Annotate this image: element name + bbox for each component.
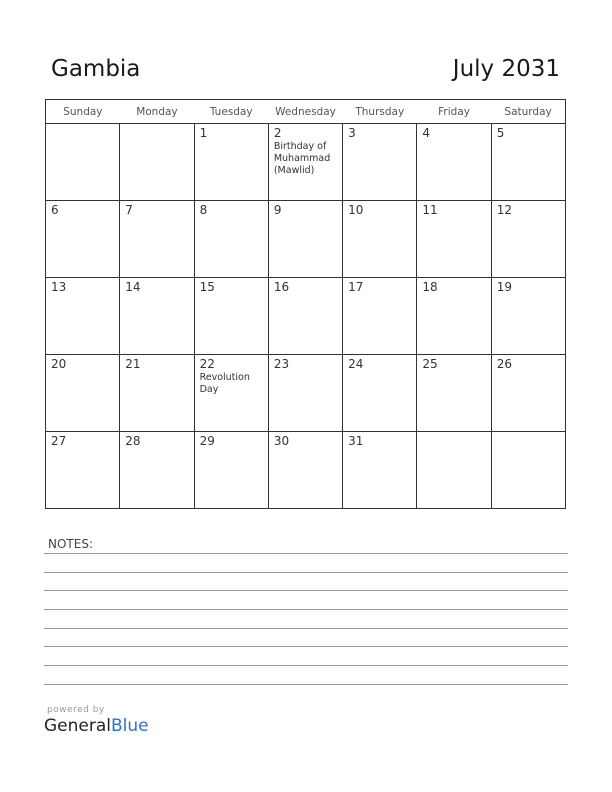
day-number: 22 bbox=[199, 357, 215, 371]
calendar-week-row bbox=[46, 278, 566, 355]
day-number: 25 bbox=[422, 357, 438, 371]
calendar-day-cell bbox=[343, 124, 417, 201]
day-number: 24 bbox=[348, 357, 364, 371]
calendar-day-cell bbox=[194, 432, 268, 509]
weekday-header-row bbox=[46, 100, 566, 124]
calendar-day-cell bbox=[343, 201, 417, 278]
notes-line bbox=[44, 553, 568, 554]
weekday-monday: Monday bbox=[120, 100, 194, 124]
calendar-day-cell bbox=[417, 432, 491, 509]
day-number: 3 bbox=[348, 126, 356, 140]
day-number: 12 bbox=[496, 203, 512, 217]
day-number: 6 bbox=[51, 203, 59, 217]
calendar-day-cell bbox=[417, 278, 491, 355]
calendar-week-row bbox=[46, 201, 566, 278]
calendar-day-cell bbox=[46, 278, 120, 355]
weekday-saturday: Saturday bbox=[491, 100, 565, 124]
day-number bbox=[120, 124, 193, 127]
day-number: 15 bbox=[199, 280, 215, 294]
day-number: 23 bbox=[273, 357, 290, 371]
calendar-day-cell bbox=[194, 355, 268, 432]
calendar-day-cell bbox=[343, 355, 417, 432]
holiday-label: Revolution Day bbox=[199, 372, 250, 395]
weekday-thursday: Thursday bbox=[343, 100, 417, 124]
calendar-day-cell bbox=[194, 278, 268, 355]
notes-line bbox=[44, 609, 568, 610]
calendar-day-cell bbox=[268, 278, 342, 355]
day-number: 18 bbox=[422, 280, 438, 294]
calendar-day-cell bbox=[120, 124, 194, 201]
brand-blue: Blue bbox=[111, 716, 149, 736]
calendar-day-cell bbox=[120, 432, 194, 509]
calendar-week-row bbox=[46, 432, 566, 509]
calendar-day-cell bbox=[46, 432, 120, 509]
calendar-day-cell bbox=[417, 124, 491, 201]
notes-line bbox=[44, 572, 568, 573]
calendar-day-cell bbox=[120, 201, 194, 278]
day-number: 27 bbox=[51, 434, 67, 448]
calendar-day-cell bbox=[343, 278, 417, 355]
day-number: 29 bbox=[199, 434, 215, 448]
calendar-day-cell bbox=[194, 124, 268, 201]
weekday-tuesday: Tuesday bbox=[194, 100, 268, 124]
day-number: 11 bbox=[422, 203, 438, 217]
calendar-week-row bbox=[46, 124, 566, 201]
calendar-day-cell bbox=[46, 201, 120, 278]
calendar-day-cell bbox=[268, 201, 342, 278]
brand-general: General bbox=[44, 716, 111, 736]
calendar-day-cell bbox=[268, 355, 342, 432]
day-number: 2 bbox=[273, 126, 282, 140]
day-number: 14 bbox=[125, 280, 141, 294]
calendar-week-row bbox=[46, 355, 566, 432]
day-number: 26 bbox=[496, 357, 512, 371]
day-number: 8 bbox=[199, 203, 208, 217]
calendar-day-cell bbox=[268, 124, 342, 201]
calendar-day-cell bbox=[120, 278, 194, 355]
day-number: 30 bbox=[273, 434, 290, 448]
day-number: 17 bbox=[348, 280, 364, 294]
calendar-day-cell bbox=[46, 355, 120, 432]
weekday-wednesday: Wednesday bbox=[268, 100, 342, 124]
calendar-day-cell bbox=[491, 278, 565, 355]
day-number: 4 bbox=[422, 126, 431, 140]
day-number: 10 bbox=[348, 203, 364, 217]
day-number: 21 bbox=[125, 357, 141, 371]
calendar-day-cell bbox=[268, 432, 342, 509]
day-number: 16 bbox=[273, 280, 290, 294]
calendar-day-cell bbox=[46, 124, 120, 201]
day-number: 5 bbox=[496, 126, 505, 140]
calendar-grid bbox=[45, 99, 566, 509]
day-number: 19 bbox=[496, 280, 512, 294]
calendar-day-cell bbox=[343, 432, 417, 509]
calendar-day-cell bbox=[491, 432, 565, 509]
day-number bbox=[46, 124, 119, 127]
generalblue-logo bbox=[44, 716, 149, 736]
calendar-day-cell bbox=[417, 201, 491, 278]
calendar-day-cell bbox=[194, 201, 268, 278]
notes-label: NOTES: bbox=[48, 537, 93, 551]
weekday-friday: Friday bbox=[417, 100, 491, 124]
day-number: 31 bbox=[348, 434, 364, 448]
notes-line bbox=[44, 684, 568, 685]
calendar-day-cell bbox=[491, 355, 565, 432]
day-number: 20 bbox=[51, 357, 67, 371]
notes-line bbox=[44, 646, 568, 647]
holiday-label: Birthday of Muhammad (Mawlid) bbox=[273, 141, 331, 176]
day-number bbox=[417, 432, 490, 435]
day-number: 1 bbox=[199, 126, 208, 140]
day-number: 9 bbox=[273, 203, 282, 217]
day-number: 28 bbox=[125, 434, 141, 448]
calendar-day-cell bbox=[491, 201, 565, 278]
calendar-day-cell bbox=[120, 355, 194, 432]
month-year-title: July 2031 bbox=[452, 56, 560, 82]
calendar-day-cell bbox=[491, 124, 565, 201]
notes-line bbox=[44, 665, 568, 666]
day-number bbox=[492, 432, 565, 435]
day-number: 7 bbox=[125, 203, 133, 217]
notes-line bbox=[44, 590, 568, 591]
calendar-day-cell bbox=[417, 355, 491, 432]
day-number: 13 bbox=[51, 280, 67, 294]
weekday-sunday: Sunday bbox=[46, 100, 120, 124]
powered-by-text: powered by bbox=[47, 705, 105, 715]
country-title: Gambia bbox=[51, 56, 141, 82]
notes-line bbox=[44, 628, 568, 629]
